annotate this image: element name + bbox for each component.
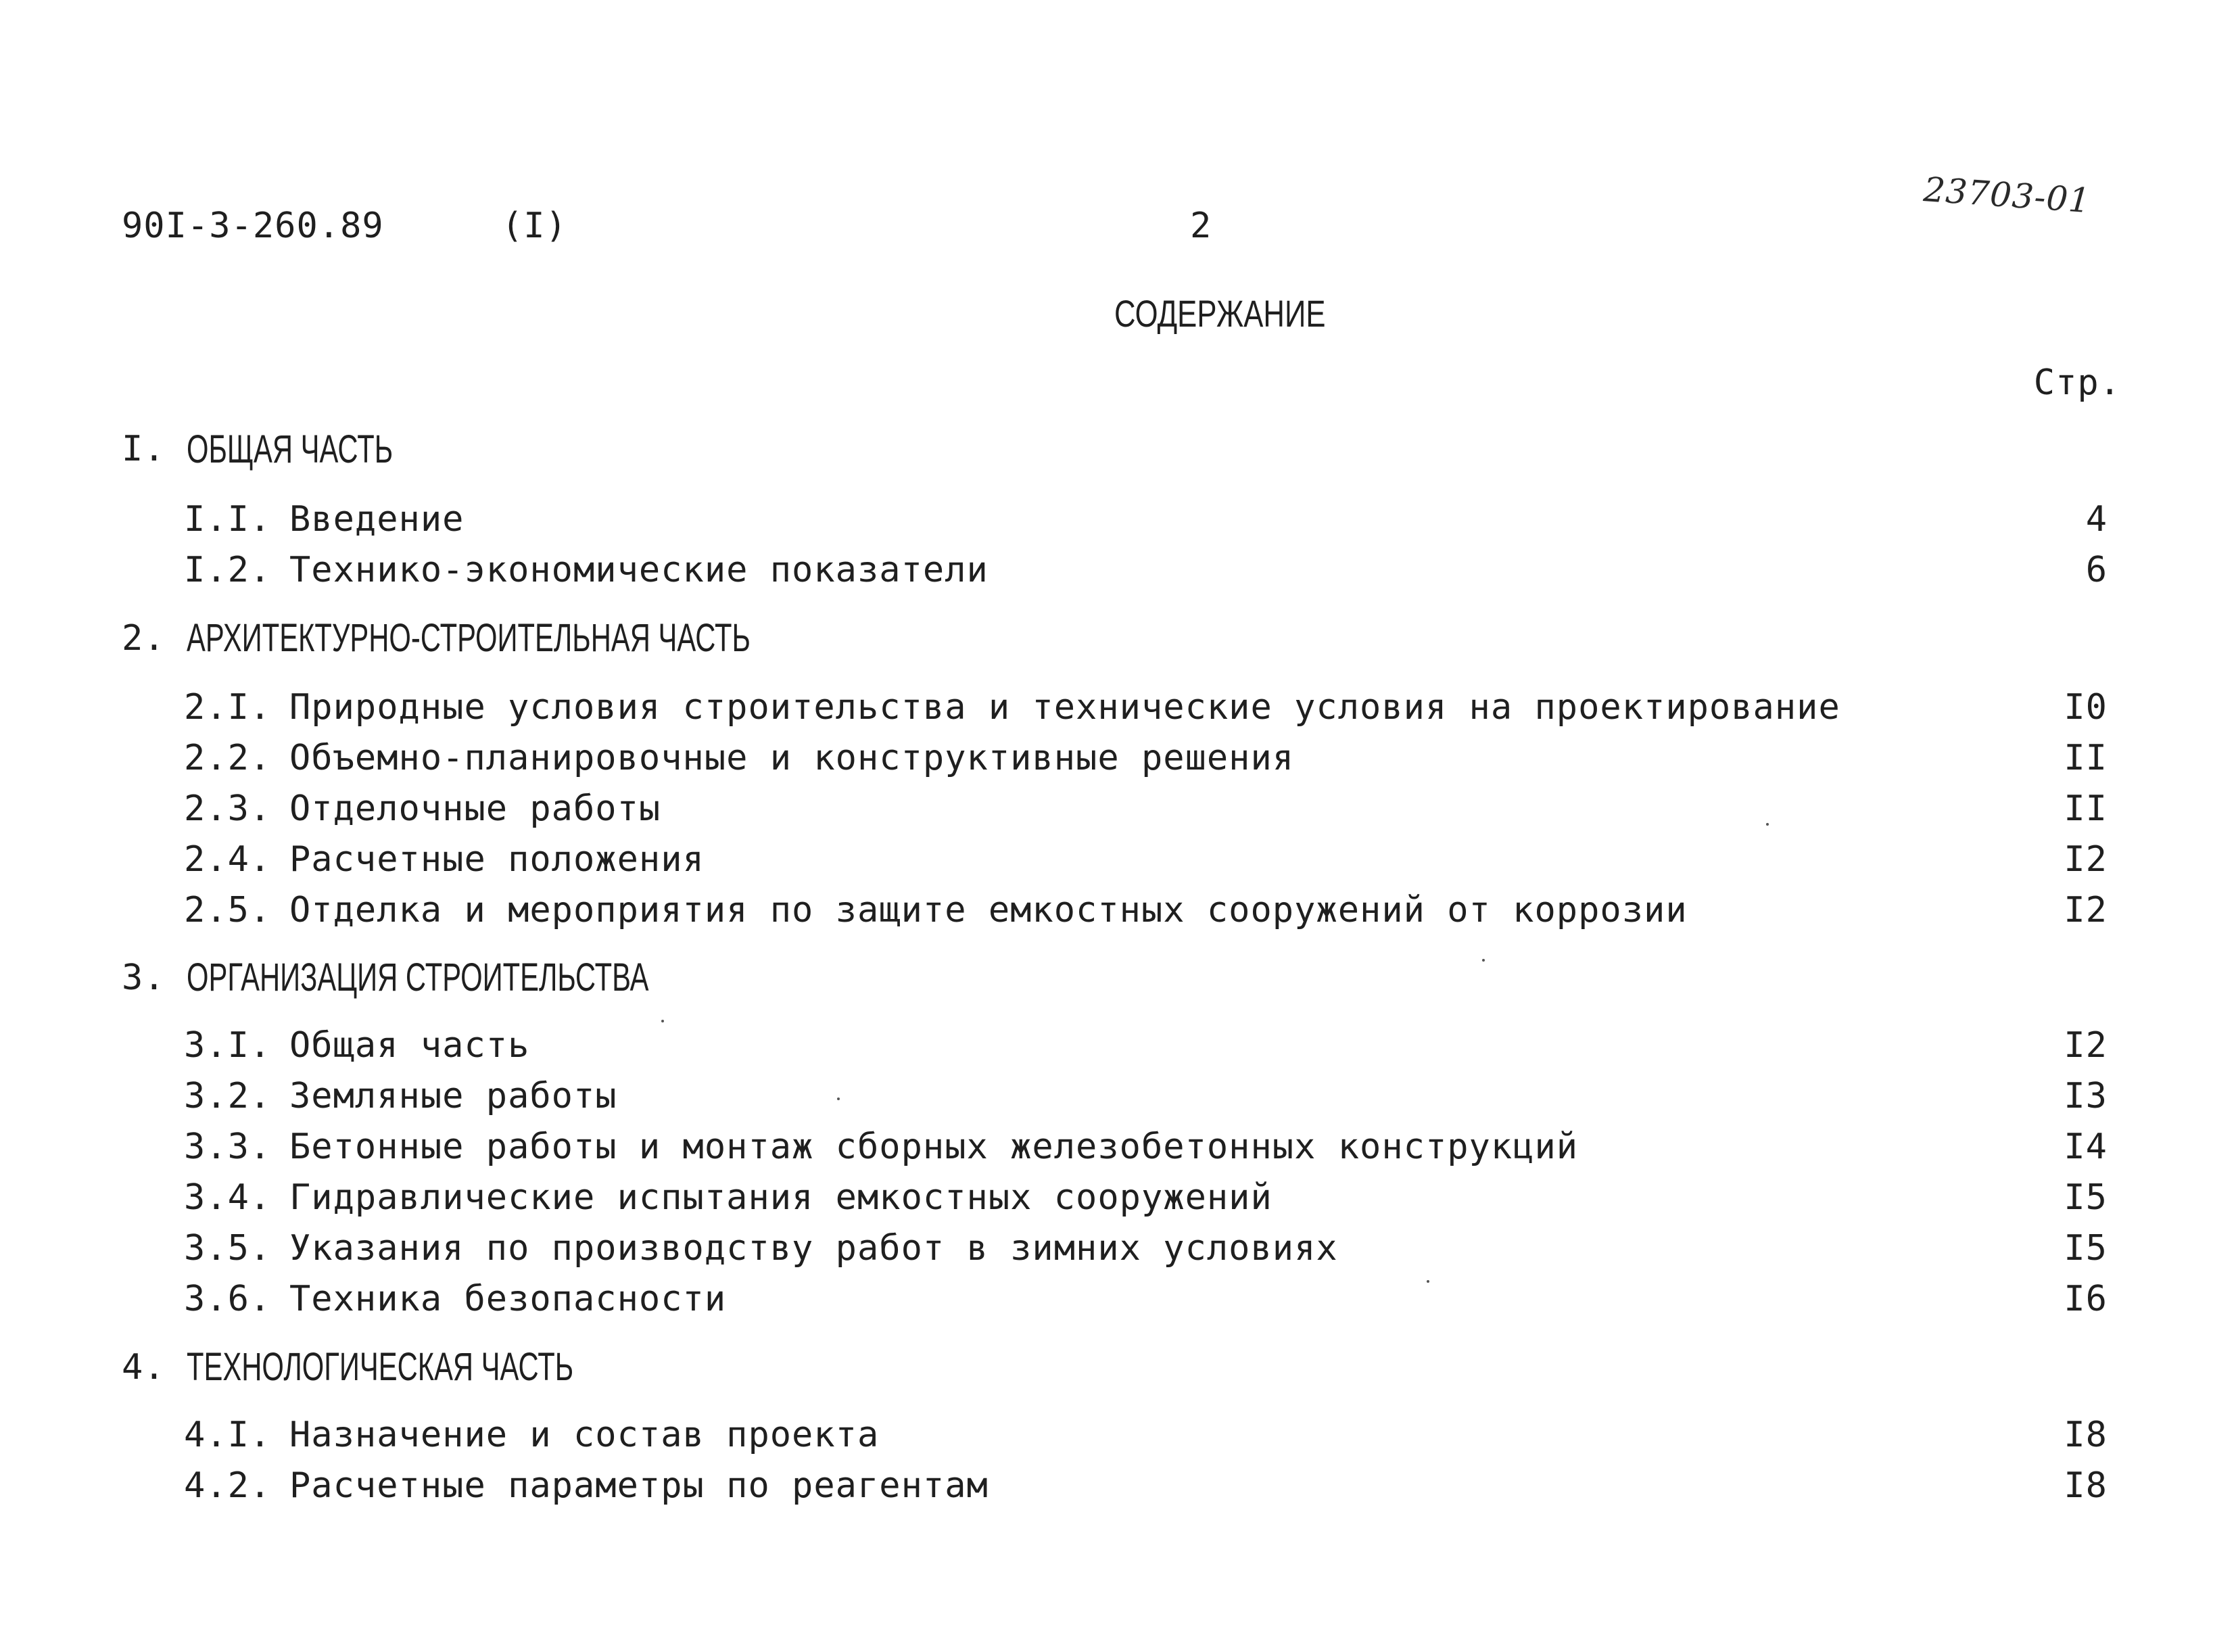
toc-item-title: Техника безопасности [289,1279,727,1319]
toc-item-title: Бетонные работы и монтаж сборных железобетонных конструкций [289,1127,1579,1167]
section-title: ОРГАНИЗАЦИЯ СТРОИТЕЛЬСТВА [187,955,649,999]
toc-item-number: 3.4. [184,1177,272,1218]
toc-item-number: 4.2. [184,1465,272,1506]
toc-item-title: Объемно-планировочные и конструктивные решения [289,738,1295,778]
toc-item-number: 2.2. [184,738,272,778]
toc-item-number: 3.5. [184,1228,272,1269]
page-column-label: Стр. [2033,362,2121,403]
section-number: 2. [122,618,166,659]
archive-stamp: 23703-01 [1922,170,2092,221]
toc-item-page: 6 [2085,550,2108,590]
toc-item-title: Природные условия строительства и технические условия на проектирование [289,687,1840,728]
toc-item-page: I5 [2064,1228,2108,1269]
toc-item-number: 2.4. [184,839,272,880]
toc-item-number: 3.3. [184,1127,272,1167]
scan-speck [1427,1280,1429,1283]
toc-item-number: 3.6. [184,1279,272,1319]
toc-item-page: II [2064,788,2108,829]
toc-item-number: 3.I. [184,1025,272,1066]
section-number: 4. [122,1347,166,1388]
toc-item-number: 2.I. [184,687,272,728]
toc-item-title: Назначение и состав проекта [289,1415,880,1455]
toc-item-number: I.I. [184,499,272,540]
toc-item-number: 4.I. [184,1415,272,1455]
section-number: I. [122,429,166,469]
document-code: 90I-3-260.89 [122,206,384,246]
section-title: ТЕХНОЛОГИЧЕСКАЯ ЧАСТЬ [187,1345,574,1389]
toc-item-number: 2.3. [184,788,272,829]
toc-item-title: Общая часть [289,1025,530,1066]
toc-item-title: Земляные работы [289,1076,617,1116]
toc-item-number: 2.5. [184,890,272,930]
scan-speck [661,1020,664,1022]
toc-item-title: Отделка и мероприятия по защите емкостных сооружений от коррозии [289,890,1688,930]
toc-item-title: Введение [289,499,465,540]
toc-item-page: I4 [2064,1127,2108,1167]
document-part: (I) [502,206,567,246]
scan-speck [1482,959,1485,962]
toc-item-page: I3 [2064,1076,2108,1116]
toc-item-title: Расчетные параметры по реагентам [289,1465,989,1506]
toc-item-title: Гидравлические испытания емкостных сооружений [289,1177,1272,1218]
toc-item-page: I8 [2064,1415,2108,1455]
toc-item-page: I5 [2064,1177,2108,1218]
page-number: 2 [1190,206,1212,246]
toc-item-page: 4 [2085,499,2108,540]
toc-item-page: I2 [2064,890,2108,930]
toc-item-number: I.2. [184,550,272,590]
section-title: ОБЩАЯ ЧАСТЬ [187,427,394,471]
toc-item-title: Расчетные положения [289,839,705,880]
toc-item-title: Технико-экономические показатели [289,550,989,590]
toc-item-page: II [2064,738,2108,778]
section-number: 3. [122,958,166,998]
section-title: АРХИТЕКТУРНО-СТРОИТЕЛЬНАЯ ЧАСТЬ [187,616,751,660]
scan-speck [1766,823,1769,826]
toc-item-page: I2 [2064,839,2108,880]
toc-item-title: Указания по производству работ в зимних условиях [289,1228,1338,1269]
scan-speck [837,1098,840,1100]
toc-item-page: I2 [2064,1025,2108,1066]
toc-item-title: Отделочные работы [289,788,661,829]
toc-item-page: I8 [2064,1465,2108,1506]
contents-title: СОДЕРЖАНИЕ [1114,292,1326,335]
toc-item-number: 3.2. [184,1076,272,1116]
toc-item-page: I6 [2064,1279,2108,1319]
toc-item-page: I0 [2064,687,2108,728]
